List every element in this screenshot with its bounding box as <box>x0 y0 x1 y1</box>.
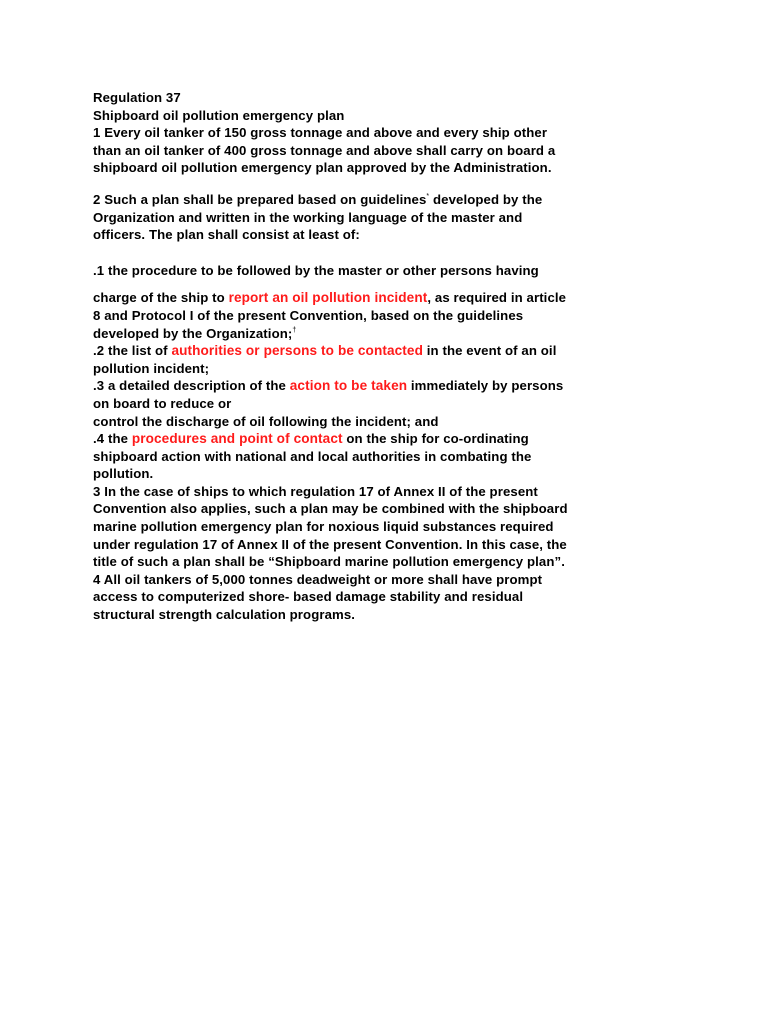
highlight-action: action to be taken <box>289 378 408 394</box>
item2-line2: pollution incident; <box>93 360 210 376</box>
para1-line2: than an oil tanker of 400 gross tonnage and above shall carry on board a <box>93 142 556 158</box>
spacer <box>93 244 693 262</box>
para2-line2: Organization and written in the working language of the master and <box>93 209 523 225</box>
highlight-procedures: procedures and point of contact <box>131 431 343 447</box>
para3-line1: 3 In the case of ships to which regulation 17 of Annex II of the present <box>93 483 538 499</box>
item1-line2-text-cont: , as required in article <box>427 290 567 306</box>
item3-line1-text: .3 a detailed description of the <box>93 378 290 394</box>
item1-line4 <box>93 325 693 343</box>
spacer <box>93 177 693 191</box>
regulation-title: Shipboard oil pollution emergency plan <box>93 107 345 123</box>
para3-line2: Convention also applies, such a plan may be combined with the shipboard <box>93 501 568 517</box>
item1-line4-text: developed by the Organization; <box>93 325 293 341</box>
para4-line2: access to computerized shore- based damage stability and residual <box>93 589 524 605</box>
para1-line1: 1 Every oil tanker of 150 gross tonnage and above and every ship other <box>93 125 548 141</box>
item4-line1 <box>93 430 693 448</box>
item4-line2: shipboard action with national and local authorities in combating the <box>93 448 532 464</box>
footnote-mark-asterisk: * <box>426 192 430 200</box>
para1-line3: shipboard oil pollution emergency plan approved by the Administration. <box>93 160 552 176</box>
para3-line3: marine pollution emergency plan for noxious liquid substances required <box>93 519 554 535</box>
footnote-mark-dagger: † <box>292 326 297 334</box>
item1-line2 <box>93 289 693 307</box>
document-page <box>93 89 693 624</box>
para4-line3: structural strength calculation programs. <box>93 607 356 623</box>
para2-line1-text-cont: developed by the <box>429 191 543 207</box>
regulation-number: Regulation 37 <box>93 90 181 105</box>
item2-line1 <box>93 342 693 360</box>
item3-line3: control the discharge of oil following the incident; and <box>93 413 439 429</box>
item4-line1-text: .4 the <box>93 431 132 447</box>
item1-line2-text: charge of the ship to <box>93 290 229 306</box>
item2-line1-text-cont: in the event of an oil <box>423 343 557 359</box>
para2-line3: officers. The plan shall consist at least of: <box>93 227 360 243</box>
para4-line1: 4 All oil tankers of 5,000 tonnes deadweight or more shall have prompt <box>93 571 543 587</box>
para2-line1-text: 2 Such a plan shall be prepared based on guidelines <box>93 191 427 207</box>
highlight-authorities: authorities or persons to be contacted <box>171 343 423 359</box>
item3-line2: on board to reduce or <box>93 395 232 411</box>
para3-line5: title of such a plan shall be “Shipboard marine pollution emergency plan”. <box>93 554 565 570</box>
item3-line1 <box>93 377 693 395</box>
item3-line1-text-cont: immediately by persons <box>407 378 564 394</box>
item2-line1-text: .2 the list of <box>93 343 172 359</box>
para3-line4: under regulation 17 of Annex II of the present Convention. In this case, the <box>93 536 567 552</box>
item1-line3: 8 and Protocol I of the present Convention, based on the guidelines <box>93 307 524 323</box>
item4-line1-text-cont: on the ship for co-ordinating <box>342 431 529 447</box>
para2-line1 <box>93 191 693 209</box>
item1-line1: .1 the procedure to be followed by the master or other persons having <box>93 262 539 278</box>
item4-line3: pollution. <box>93 466 154 482</box>
highlight-report-incident: report an oil pollution incident <box>228 290 428 306</box>
